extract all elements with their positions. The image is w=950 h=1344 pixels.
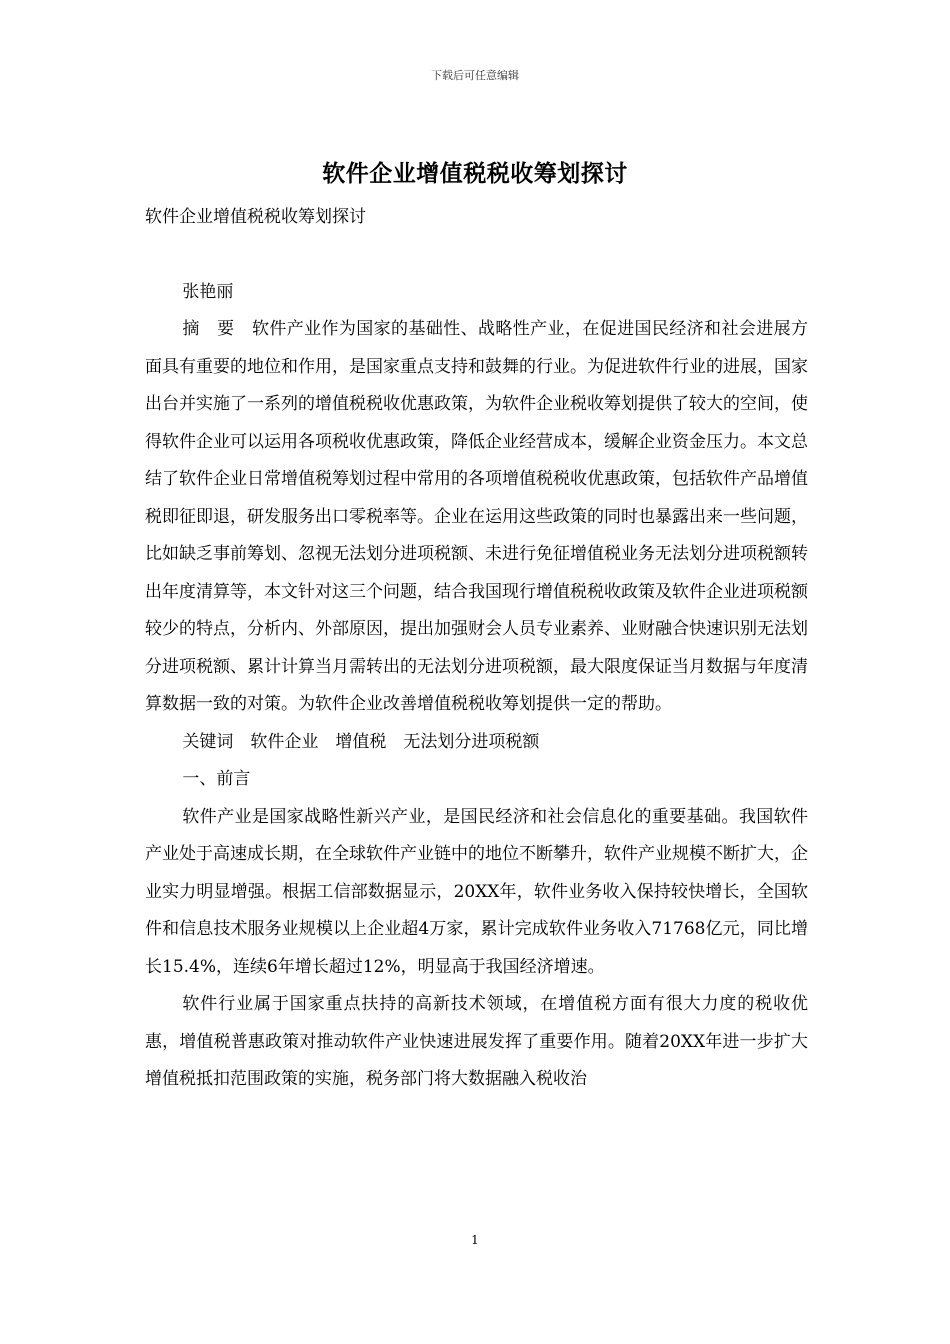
blank-line [145,237,808,274]
header-note: 下载后可任意编辑 [431,69,519,82]
keywords-line: 关键词 软件企业 增值税 无法划分进项税额 [182,731,540,752]
section-heading-preface: 一、前言 [182,769,251,789]
document-subtitle: 软件企业增值税税收筹划探讨 [145,207,366,227]
document-title: 软件企业增值税税收筹划探讨 [322,160,628,187]
body-paragraph-1: 软件产业是国家战略性新兴产业，是国民经济和社会信息化的重要基础。我国软件产业处于高速成长期，在全球软件产业链中的地位不断攀升，软件产业规模不断扩大，企业实力明显增强。根据工信部数据显示，20XX年，软件业务收入保持较快增长，全国软件和信息技术服务业规模以上企业超4万家，累计完成软件业务收入71768亿元，同比增长15.4%，连续6年增长超过12%，明显高于我国经济增速。 [145,806,808,977]
document-body [145,199,808,1099]
page-number: 1 [471,1233,479,1247]
body-paragraph-2: 软件行业属于国家重点扶持的高新技术领域，在增值税方面有很大力度的税收优惠，增值税普惠政策对推动软件产业快速进展发挥了重要作用。随着20XX年进一步扩大增值税抵扣范围政策的实施，税务部门将大数据融入税收治 [145,994,808,1089]
abstract-paragraph: 摘 要 软件产业作为国家的基础性、战略性产业，在促进国民经济和社会进展方面具有重要的地位和作用，是国家重点支持和鼓舞的行业。为促进软件行业的进展，国家出台并实施了一系列的增值税税收优惠政策，为软件企业税收筹划提供了较大的空间，使得软件企业可以运用各项税收优惠政策，降低企业经营成本，缓解企业资金压力。本文总结了软件企业日常增值税筹划过程中常用的各项增值税税收优惠政策，包括软件产品增值税即征即退，研发服务出口零税率等。企业在运用这些政策的同时也暴露出来一些问题，比如缺乏事前筹划、忽视无法划分进项税额、未进行免征增值税业务无法划分进项税额转出年度清算等，本文针对这三个问题，结合我国现行增值税税收政策及软件企业进项税额较少的特点，分析内、外部原因，提出加强财会人员专业素养、业财融合快速识别无法划分进项税额、累计计算当月需转出的无法划分进项税额，最大限度保证当月数据与年度清算数据一致的对策。为软件企业改善增值税税收筹划提供一定的帮助。 [145,319,808,714]
author-name: 张艳丽 [182,281,234,302]
